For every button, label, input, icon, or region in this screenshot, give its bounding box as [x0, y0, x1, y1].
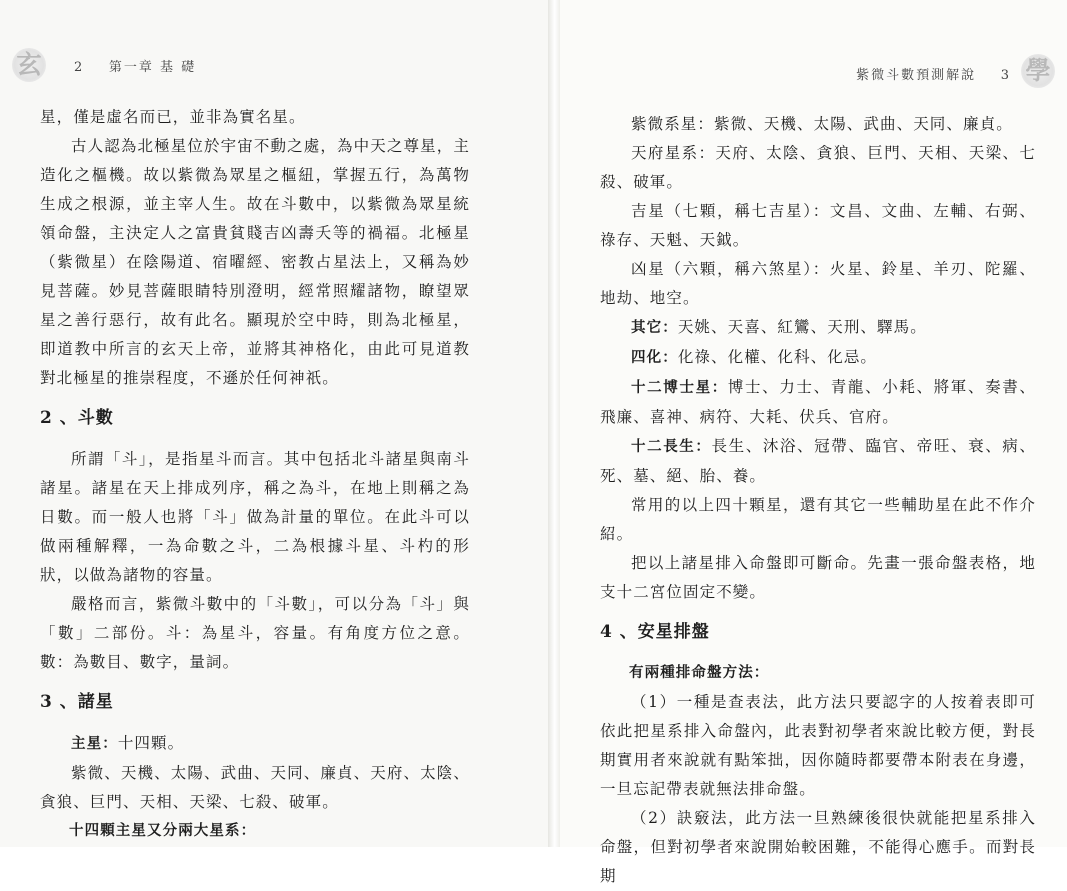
book-gutter	[548, 0, 560, 847]
right-page-header	[560, 46, 1055, 85]
page-number-right: 3	[1000, 68, 1011, 83]
star-group-label: 其它：	[631, 320, 678, 336]
paragraph: 嚴格而言，紫微斗數中的「斗數」，可以分為「斗」與「數」二部份。斗：為星斗，容量。有角度方位之意。數：為數目、數字，量詞。	[40, 595, 470, 671]
main-star-count: 十四顆。	[117, 734, 185, 752]
star-group: 天府星系：天府、太陰、貪狼、巨門、天相、天梁、七殺、破軍。	[600, 144, 1036, 191]
paragraph: （2）訣竅法，此方法一旦熟練後很快就能把星系排入命盤，但對初學者來說開始較困難，不能得心應手。而對長期	[600, 809, 1036, 885]
star-group-label: 十二長生：	[631, 439, 712, 455]
star-group	[600, 432, 1036, 491]
main-star-label: 主星：	[71, 736, 118, 752]
left-page-body	[40, 103, 470, 846]
left-page-header	[12, 46, 532, 82]
right-page	[560, 0, 1067, 885]
seal-emblem-right: 學	[1021, 54, 1055, 88]
left-page	[0, 0, 548, 847]
paragraph: 古人認為北極星位於宇宙不動之處，為中天之尊星，主造化之樞機。故以紫微為眾星之樞紐，掌握五行，為萬物生成之根源，並主宰人生。故在斗數中，以紫微為眾星統領命盤，主決定人之富貴貧賤吉凶壽夭等的禍福。北極星（紫微星）在陰陽道、宿曜經、密教占星法上，又稱為妙見菩薩。妙見菩薩眼睛特別澄明，經常照耀諸物，瞭望眾星之善行惡行，故有此名。顯現於空中時，則為北極星，即道教中所言的玄天上帝，並將其神格化，由此可見道教對北極星的推崇程度，不遜於任何神祇。	[40, 137, 470, 387]
section-heading: 4 、安星排盤	[600, 622, 710, 642]
section-heading: 3 、諸星	[40, 692, 114, 712]
star-group-text: 長生、沐浴、冠帶、臨官、帝旺、衰、病、死、墓、絕、胎、養。	[600, 437, 1037, 485]
star-group-label: 四化：	[631, 350, 678, 366]
paragraph: 所謂「斗」，是指星斗而言。其中包括北斗諸星與南斗諸星。諸星在天上排成列序，稱之為斗，在地上則稱之為日數。而一般人也將「斗」做為計量的單位。在此斗可以做兩種解釋，一為命數之斗，二為根據斗星、斗杓的形狀，以做為諸物的容量。	[40, 450, 470, 584]
section-heading: 2 、斗數	[40, 408, 114, 428]
star-group: 紫微系星：紫微、天機、太陽、武曲、天同、廉貞。	[631, 115, 1013, 133]
left-running-head	[74, 56, 196, 75]
star-group	[600, 313, 1036, 343]
star-group-text: 化祿、化權、化科、化忌。	[677, 348, 878, 366]
subheading: 十四顆主星又分兩大星系：	[69, 823, 257, 839]
star-group	[600, 373, 1036, 432]
star-group	[600, 343, 1036, 373]
book-title: 紫微斗數預測解說	[856, 68, 977, 83]
star-group-text: 天姚、天喜、紅鸞、天刑、驛馬。	[677, 318, 927, 336]
subheading: 有兩種排命盤方法：	[629, 665, 770, 681]
main-star-list: 紫微、天機、太陽、武曲、天同、廉貞、天府、太陰、貪狼、巨門、天相、天梁、七殺、破軍。	[40, 764, 470, 811]
paragraph: 星，僅是虛名而已，並非為實名星。	[40, 108, 306, 126]
paragraph: 常用的以上四十顆星，還有其它一些輔助星在此不作介紹。	[600, 496, 1036, 543]
seal-emblem-left: 玄	[12, 48, 46, 82]
right-page-body	[600, 110, 1036, 891]
chapter-title: 第一章 基 礎	[108, 60, 197, 75]
star-group-label: 十二博士星：	[631, 380, 728, 396]
main-star-line	[40, 729, 470, 759]
paragraph: 把以上諸星排入命盤即可斷命。先畫一張命盤表格，地支十二宮位固定不變。	[600, 554, 1036, 601]
star-group-text: 博士、力士、青龍、小耗、將軍、奏書、飛廉、喜神、病符、大耗、伏兵、官府。	[600, 378, 1036, 426]
right-running-head	[856, 64, 1011, 83]
page-number-left: 2	[74, 60, 85, 75]
star-group: 凶星（六顆，稱六煞星）：火星、鈴星、羊刃、陀羅、地劫、地空。	[600, 260, 1036, 307]
paragraph: （1）一種是查表法，此方法只要認字的人按着表即可依此把星系排入命盤內，此表對初學者來說比較方便，對長期實用者來說就有點笨拙，因你隨時都要帶本附表在身邊，一旦忘記帶表就無法排命盤。	[600, 693, 1036, 798]
star-group: 吉星（七顆，稱七吉星）：文昌、文曲、左輔、右弼、祿存、天魁、天鉞。	[600, 202, 1036, 249]
